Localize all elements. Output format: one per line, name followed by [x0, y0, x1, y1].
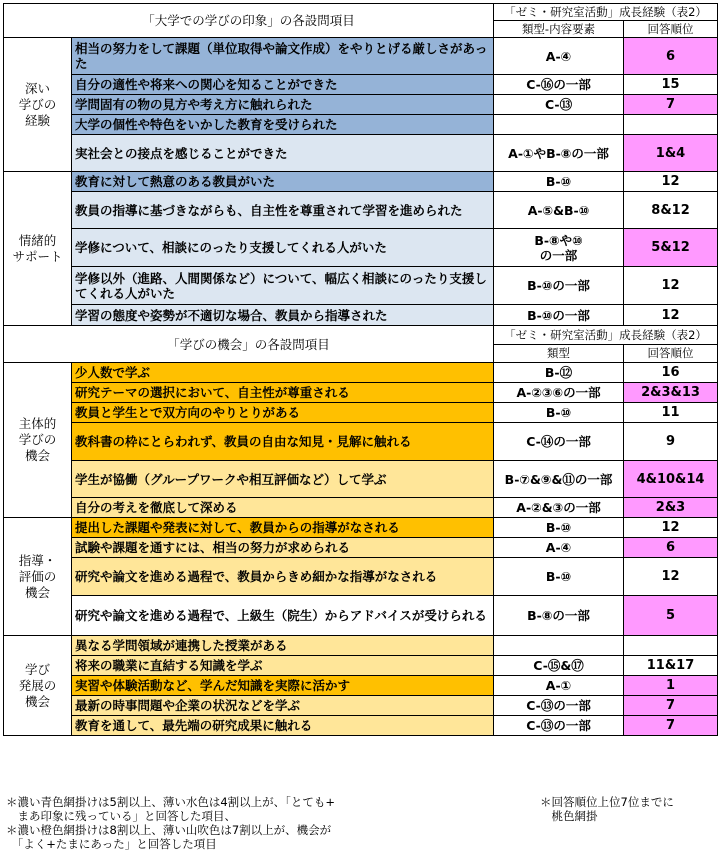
table-row-type: B-⑩の一部	[494, 267, 624, 305]
table-row-type: B-⑩	[494, 558, 624, 596]
group-label-deep-learning: 深い 学びの 経験	[4, 38, 72, 172]
section1-title: 「大学での学びの印象」の各設問項目	[4, 4, 494, 38]
table-row-rank: 12	[624, 558, 718, 596]
col-rank-header: 回答順位	[624, 21, 718, 38]
section1-source: 「ゼミ・研究室活動」成長経験（表2）	[494, 4, 718, 21]
table-row-type: C-⑬の一部	[494, 716, 624, 736]
table-row-type	[494, 115, 624, 135]
table-row-rank: 2&3	[624, 498, 718, 518]
table-row-rank: 15	[624, 75, 718, 95]
table-row-item: 学習の態度や姿勢が不適切な場合、教員から指導された	[72, 305, 494, 326]
table-row-rank: 7	[624, 696, 718, 716]
table-row-type: C-⑬	[494, 95, 624, 115]
col-rank-header: 回答順位	[624, 345, 718, 363]
section2-source: 「ゼミ・研究室活動」成長経験（表2）	[494, 326, 718, 345]
table-row-rank: 11	[624, 403, 718, 423]
table-row-type: B-⑩	[494, 172, 624, 192]
table-row-item: 教科書の枠にとらわれず、教員の自由な知見・見解に触れる	[72, 423, 494, 461]
table-row-type: B-⑧や⑩ の一部	[494, 229, 624, 267]
table-row-item: 研究や論文を進める過程で、教員からきめ細かな指導がなされる	[72, 558, 494, 596]
table-row-item: 実習や体験活動など、学んだ知識を実際に活かす	[72, 676, 494, 696]
footnote-line: 「よく+たまにあった」と回答した項目	[6, 837, 217, 851]
table-row-rank: 7	[624, 95, 718, 115]
table-row-item: 自分の考えを徹底して深める	[72, 498, 494, 518]
table-row-type: B-⑧の一部	[494, 596, 624, 636]
table-row-type: A-②③⑥の一部	[494, 383, 624, 403]
table-row-item: 試験や課題を通すには、相当の努力が求められる	[72, 538, 494, 558]
group-label-emotional-support: 情緒的 サポート	[4, 172, 72, 326]
footnotes-left	[6, 795, 526, 851]
table-row-item: 学問固有の物の見方や考え方に触れられた	[72, 95, 494, 115]
table-row-item: 教育を通して、最先端の研究成果に触れる	[72, 716, 494, 736]
table-row-type: B-⑫	[494, 363, 624, 383]
table-row-type: A-①やB-⑧の一部	[494, 135, 624, 172]
table-row-item: 教育に対して熱意のある教員がいた	[72, 172, 494, 192]
table-row-item: 学生が協働（グループワークや相互評価など）して学ぶ	[72, 461, 494, 498]
table-row-rank: 12	[624, 267, 718, 305]
table-row-item: 最新の時事問題や企業の状況などを学ぶ	[72, 696, 494, 716]
footnotes-right	[540, 795, 715, 823]
table-row-rank: 12	[624, 305, 718, 326]
footnote-line: ＊濃い橙色網掛けは8割以上、薄い山吹色は7割以上が、機会が	[6, 823, 332, 837]
table-row-item: 提出した課題や発表に対して、教員からの指導がなされる	[72, 518, 494, 538]
table-row-item: 自分の適性や将来への関心を知ることができた	[72, 75, 494, 95]
table-row-item: 大学の個性や特色をいかした教育を受けられた	[72, 115, 494, 135]
table-row-rank: 5&12	[624, 229, 718, 267]
table-row-item: 学修について、相談にのったり支援してくれる人がいた	[72, 229, 494, 267]
table-row-item: 研究テーマの選択において、自主性が尊重される	[72, 383, 494, 403]
table-row-type	[494, 636, 624, 656]
section2-title: 「学びの機会」の各設問項目	[4, 326, 494, 363]
group-label-guidance-evaluation: 指導・ 評価の 機会	[4, 518, 72, 636]
group-label-autonomous-learning: 主体的 学びの 機会	[4, 363, 72, 518]
table-row-rank: 6	[624, 38, 718, 75]
col-type-header: 類型	[494, 345, 624, 363]
table-row-type: A-①	[494, 676, 624, 696]
table-row-type: A-④	[494, 38, 624, 75]
survey-table	[3, 3, 718, 736]
table-row-type: A-⑤&B-⑩	[494, 192, 624, 229]
table-row-rank: 4&10&14	[624, 461, 718, 498]
table-row-rank: 1	[624, 676, 718, 696]
table-row-rank: 7	[624, 716, 718, 736]
table-row-item: 相当の努力をして課題（単位取得や論文作成）をやりとげる厳しさがあった	[72, 38, 494, 75]
table-row-rank: 1&4	[624, 135, 718, 172]
table-row-item: 将来の職業に直結する知識を学ぶ	[72, 656, 494, 676]
table-row-type: C-⑮&⑰	[494, 656, 624, 676]
table-row-rank: 5	[624, 596, 718, 636]
table-row-item: 研究や論文を進める過程で、上級生（院生）からアドバイスが受けられる	[72, 596, 494, 636]
table-row-item: 少人数で学ぶ	[72, 363, 494, 383]
table-row-rank: 6	[624, 538, 718, 558]
table-row-rank: 9	[624, 423, 718, 461]
table-row-rank	[624, 115, 718, 135]
table-row-type: B-⑩	[494, 403, 624, 423]
table-row-type: B-⑩の一部	[494, 305, 624, 326]
table-row-rank: 16	[624, 363, 718, 383]
table-row-item: 実社会との接点を感じることができた	[72, 135, 494, 172]
table-row-rank: 11&17	[624, 656, 718, 676]
table-row-rank	[624, 636, 718, 656]
table-row-item: 異なる学問領域が連携した授業がある	[72, 636, 494, 656]
table-row-type: A-④	[494, 538, 624, 558]
table-row-rank: 12	[624, 518, 718, 538]
footnote-line: 桃色網掛	[540, 809, 598, 823]
table-row-type: B-⑩	[494, 518, 624, 538]
table-row-item: 学修以外（進路、人間関係など）について、幅広く相談にのったり支援してくれる人がいた	[72, 267, 494, 305]
table-row-type: A-②&③の一部	[494, 498, 624, 518]
table-row-type: C-⑬の一部	[494, 696, 624, 716]
footnote-line: まあ印象に残っている」と回答した項目、	[6, 809, 236, 823]
table-row-type: B-⑦&⑨&⑪の一部	[494, 461, 624, 498]
table-row-type: C-⑭の一部	[494, 423, 624, 461]
group-label-development: 学び 発展の 機会	[4, 636, 72, 736]
table-row-item: 教員の指導に基づきながらも、自主性を尊重されて学習を進められた	[72, 192, 494, 229]
footnote-line: ＊回答順位上位7位までに	[540, 795, 674, 809]
footnote-line: ＊濃い青色網掛けは5割以上、薄い水色は4割以上が、「とても+	[6, 795, 336, 809]
table-row-rank: 2&3&13	[624, 383, 718, 403]
col-type-header: 類型-内容要素	[494, 21, 624, 38]
table-row-rank: 12	[624, 172, 718, 192]
table-row-item: 教員と学生とで双方向のやりとりがある	[72, 403, 494, 423]
table-row-rank: 8&12	[624, 192, 718, 229]
table-row-type: C-⑯の一部	[494, 75, 624, 95]
